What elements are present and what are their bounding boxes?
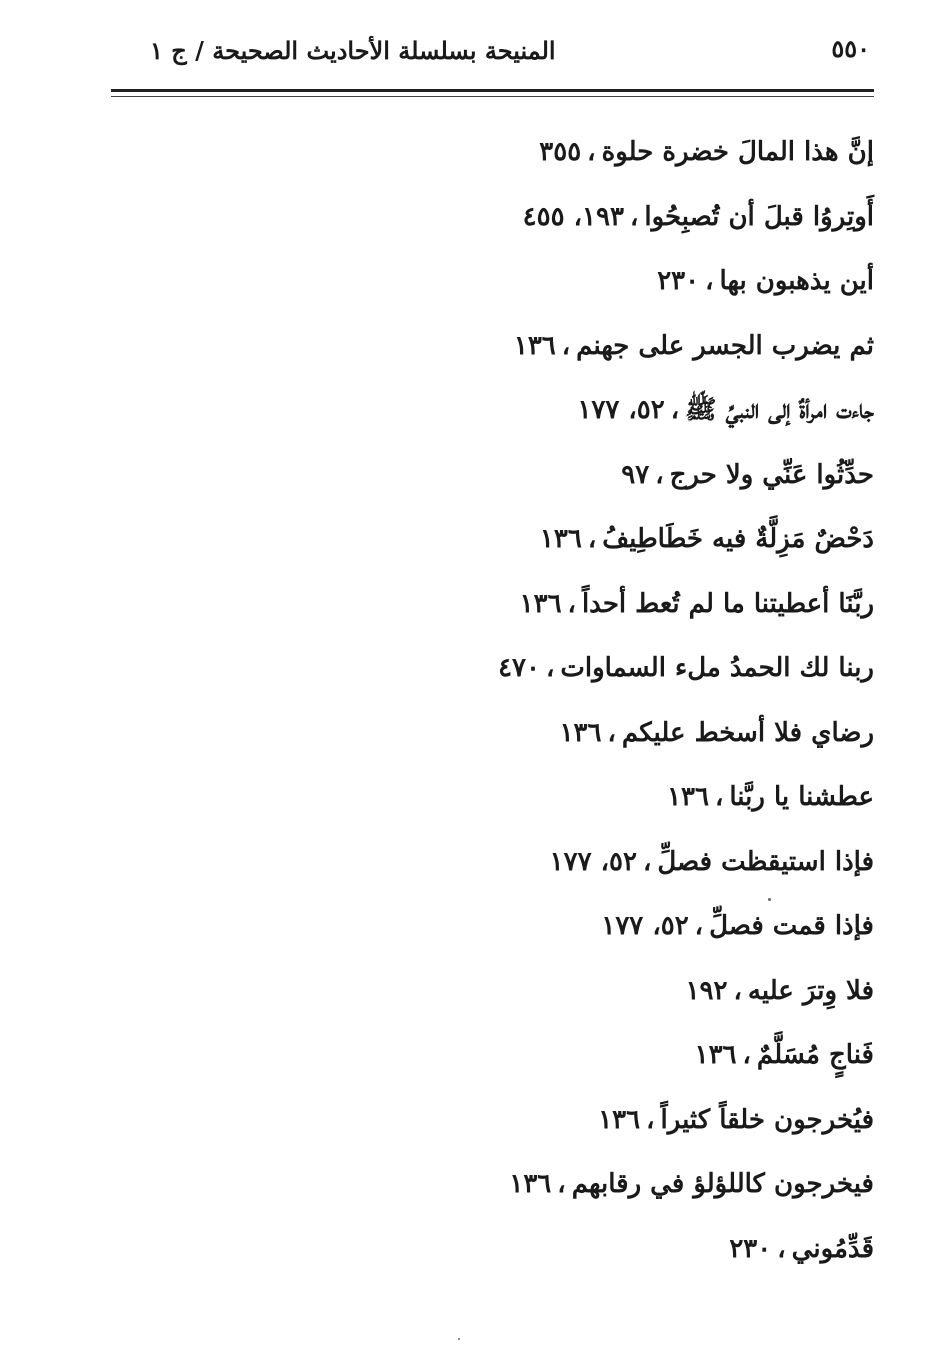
- index-entry: [174, 443, 874, 508]
- scan-speck: [768, 898, 771, 901]
- entry-separator: ،: [557, 1169, 566, 1199]
- header-rule-thick: [111, 89, 874, 92]
- entry-text: فلا وِترَ عليه: [747, 975, 874, 1006]
- header-rule-thin: [111, 96, 874, 97]
- index-list: [174, 120, 874, 1281]
- index-entry: [174, 830, 874, 895]
- entry-separator: ،: [777, 1233, 786, 1264]
- entry-separator: ،: [670, 395, 680, 425]
- page-number: ٥٥٠: [831, 34, 870, 63]
- entry-pages: ٢٣٠: [729, 1233, 772, 1264]
- index-entry: [174, 120, 874, 185]
- entry-text: رضاي فلا أسخط عليكم: [621, 717, 874, 748]
- scan-speck: [458, 1338, 460, 1340]
- entry-separator: ،: [587, 524, 597, 554]
- index-entry: [174, 1023, 874, 1088]
- entry-separator: ،: [567, 588, 576, 619]
- index-entry: [174, 765, 874, 830]
- entry-text: ربَّنَا أعطيتنا ما لم تُعط أحداً: [581, 588, 874, 619]
- entry-separator: ،: [629, 201, 639, 232]
- entry-text: أين يذهبون بها: [719, 266, 874, 296]
- entry-pages: ١٣٦: [667, 782, 709, 812]
- entry-text: ثم يضرب الجسر على جهنم: [576, 330, 874, 361]
- running-title: المنيحة بسلسلة الأحاديث الصحيحة / ج ١: [150, 36, 556, 65]
- entry-text: فيخرجون كاللؤلؤ في رقابهم: [571, 1169, 874, 1199]
- entry-pages: ١٩٢: [685, 975, 728, 1006]
- entry-separator: ،: [742, 1040, 751, 1070]
- entry-pages: ١٣٦: [513, 330, 556, 361]
- entry-text: فإذا قمت فصلِّ: [709, 911, 874, 941]
- index-entry: [174, 1217, 874, 1282]
- entry-separator: ،: [545, 653, 555, 683]
- entry-separator: ،: [655, 459, 664, 490]
- entry-separator: ،: [705, 266, 714, 296]
- index-entry: [174, 1088, 874, 1153]
- index-entry: [174, 572, 874, 637]
- index-entry: [174, 314, 874, 379]
- entry-pages: ١٣٦: [694, 1040, 737, 1070]
- index-entry: [174, 894, 874, 959]
- entry-text: حدِّثُوا عَنِّي ولا حرج: [669, 459, 874, 490]
- entry-text: قَدِّمُوني: [791, 1233, 874, 1264]
- entry-separator: ،: [694, 911, 704, 941]
- index-entry: [174, 959, 874, 1024]
- entry-pages: ٥٢، ١٧٧: [577, 395, 665, 425]
- entry-pages: ٩٧: [621, 459, 650, 490]
- entry-pages: ١٣٦: [559, 717, 602, 748]
- entry-separator: ،: [733, 975, 742, 1006]
- index-entry: [174, 378, 874, 443]
- entry-text: أَوتِروُا قبلَ أن تُصبِحُوا: [644, 201, 874, 232]
- entry-text: عطشنا يا ربَّنا: [729, 782, 874, 812]
- page-header: [100, 30, 870, 74]
- index-entry: [174, 507, 874, 572]
- entry-separator: ،: [646, 1104, 655, 1135]
- index-entry: [174, 249, 874, 314]
- index-entry: [174, 185, 874, 250]
- entry-separator: ،: [642, 846, 652, 877]
- entry-text: دَحْضٌ مَزِلَّةٌ فيه خَطَاطِيفُ: [602, 524, 874, 554]
- entry-separator: ،: [561, 330, 571, 361]
- entry-pages: ١٣٦: [509, 1169, 552, 1199]
- entry-pages: ١٣٦: [539, 524, 582, 554]
- entry-pages: ٥٢، ١٧٧: [549, 846, 637, 877]
- index-entry: [174, 636, 874, 701]
- entry-separator: ،: [714, 782, 724, 812]
- entry-text: إنَّ هذا المالَ خضرة حلوة: [601, 137, 874, 167]
- entry-pages: ٥٢، ١٧٧: [601, 911, 689, 941]
- entry-pages: ٣٥٥: [539, 137, 582, 167]
- entry-text: فَناجٍ مُسَلَّمٌ: [756, 1040, 874, 1070]
- entry-pages: ١٣٦: [598, 1104, 641, 1135]
- index-entry: [174, 701, 874, 766]
- entry-text: فإذا استيقظت فصلِّ: [657, 846, 874, 877]
- entry-pages: ١٩٣، ٤٥٥: [522, 201, 624, 232]
- entry-pages: ٤٧٠: [498, 653, 540, 683]
- entry-text: جاءت امرأةٌ إلى النبيِّ ﷺ: [685, 395, 874, 425]
- entry-pages: ٢٣٠: [657, 266, 700, 296]
- entry-separator: ،: [587, 137, 596, 167]
- entry-text: ربنا لك الحمدُ ملء السماوات: [560, 653, 874, 683]
- entry-text: فيُخرجون خلقاً كثيراً: [660, 1104, 874, 1135]
- entry-separator: ،: [607, 717, 616, 748]
- entry-pages: ١٣٦: [519, 588, 562, 619]
- index-entry: [174, 1152, 874, 1217]
